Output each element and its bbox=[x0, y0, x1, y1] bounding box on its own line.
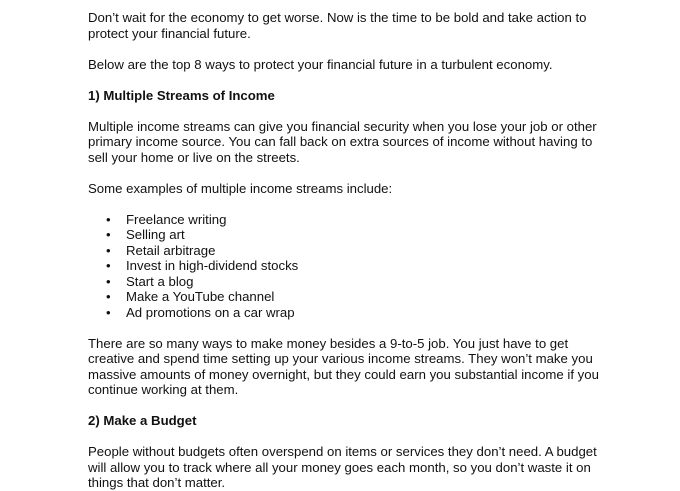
section-1-list-intro: Some examples of multiple income streams include: bbox=[88, 180, 393, 196]
list-item: • Selling art bbox=[126, 227, 608, 243]
intro-paragraph: Don’t wait for the economy to get worse. Now is the time to be bold and take action to protect your financial future. bbox=[88, 10, 587, 41]
list-item: • Make a YouTube channel bbox=[126, 289, 608, 305]
section-1-paragraph-2: There are so many ways to make money besides a 9-to-5 job. You just have to get creative and spend time setting up your various income streams. They won’t make you massive amounts of money overnight, but they could earn you substantial income if you continue working at them. bbox=[88, 335, 599, 397]
section-1-paragraph-1: Multiple income streams can give you financial security when you lose your job or other primary income source. You can fall back on extra sources of income without having to sell your home or live on the streets. bbox=[88, 118, 597, 165]
income-streams-list bbox=[88, 212, 608, 321]
list-item: • Invest in high-dividend stocks bbox=[126, 258, 608, 274]
section-2-paragraph-1: People without budgets often overspend on items or services they don’t need. A budget will allow you to track where all your money goes each month, so you don’t waste it on things that don’t matter. bbox=[88, 444, 597, 490]
lead-paragraph: Below are the top 8 ways to protect your financial future in a turbulent economy. bbox=[88, 56, 553, 72]
section-1-heading: 1) Multiple Streams of Income bbox=[88, 87, 275, 103]
document-page bbox=[88, 10, 608, 491]
list-item: • Retail arbitrage bbox=[126, 243, 608, 259]
list-item: • Ad promotions on a car wrap bbox=[126, 305, 608, 321]
list-item: • Start a blog bbox=[126, 274, 608, 290]
section-2-heading: 2) Make a Budget bbox=[88, 413, 197, 428]
list-item: • Freelance writing bbox=[126, 212, 608, 228]
